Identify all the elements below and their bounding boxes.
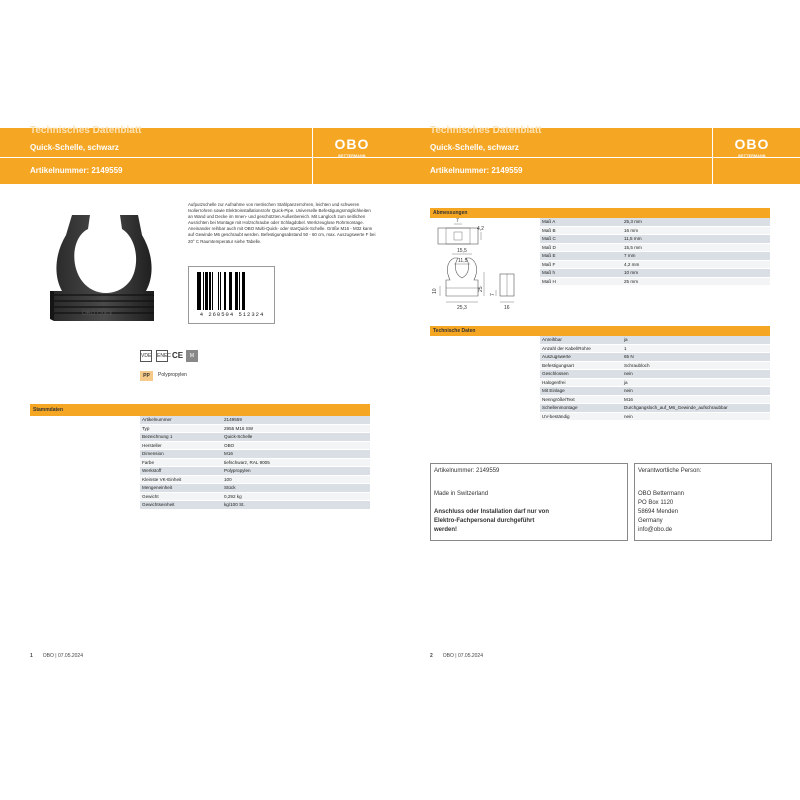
row-value: M16 (622, 395, 770, 404)
warning-line-2: Elektro-Fachpersonal durchgeführt (434, 518, 535, 524)
logo-text: OBO (734, 136, 770, 152)
row-value: nein (622, 387, 770, 396)
material-label: Polypropylen (158, 372, 187, 378)
table-row (140, 475, 370, 484)
table-row (540, 412, 770, 421)
page-footer-2 (430, 653, 483, 659)
article-number: Artikelnummer: 2149559 (430, 166, 523, 175)
stammdaten-table (140, 416, 370, 510)
header-vertical-divider (712, 128, 713, 184)
responsible-title: Verantwortliche Person: (638, 468, 702, 474)
row-value: Polypropylen (222, 467, 370, 476)
logo-text: OBO (334, 136, 370, 152)
table-row (140, 416, 370, 424)
page-footer (30, 653, 83, 659)
row-label: Maß E (540, 252, 622, 261)
barcode (188, 266, 275, 324)
row-value: 65 N (622, 353, 770, 362)
responsible-line-3: 58694 Menden (638, 509, 679, 515)
table-row (140, 433, 370, 442)
table-row (540, 395, 770, 404)
row-label: Mengeneinheit (140, 484, 222, 493)
row-value: 0,292 kg (222, 492, 370, 501)
logo-subtext: BETTERMANN (338, 154, 366, 158)
table-row (540, 361, 770, 370)
product-title: Quick-Schelle, schwarz (30, 143, 119, 152)
row-value: nein (622, 370, 770, 379)
barcode-number: 4 260504 512324 (199, 311, 265, 318)
row-value: 100 (222, 475, 370, 484)
enec-icon: ENEC (156, 350, 168, 362)
m-icon: M (186, 350, 198, 362)
product-image (42, 215, 167, 330)
technische-heading: Technische Daten (430, 326, 770, 336)
logo-subtext: BETTERMANN (738, 154, 766, 158)
row-label: Typ (140, 424, 222, 433)
row-value: OBO (222, 441, 370, 450)
row-value: 4,2 mm (622, 260, 770, 269)
row-label: Maß A (540, 218, 622, 226)
warning-line-3: werden! (434, 527, 458, 533)
row-label: Artikelnummer (140, 416, 222, 424)
page-header (0, 125, 400, 184)
page-number: 1 (30, 653, 33, 659)
table-row (140, 424, 370, 433)
barcode-bars (197, 272, 267, 310)
row-value: Quick-Schelle (222, 433, 370, 442)
table-row (540, 370, 770, 379)
origin-text: Made in Switzerland (434, 491, 489, 497)
row-value: ja (622, 336, 770, 344)
header-vertical-divider (312, 128, 313, 184)
footer-text: OBO | 07.05.2024 (442, 653, 483, 659)
dim-label-h: 25,3 (457, 305, 467, 311)
article-number: Artikelnummer: 2149559 (30, 166, 123, 175)
table-row (540, 353, 770, 362)
table-row (540, 252, 770, 261)
row-label: Kleinste VK-Einheit (140, 475, 222, 484)
row-label: Hersteller (140, 441, 222, 450)
table-row (140, 501, 370, 510)
info-box-article (430, 463, 628, 541)
table-row (540, 226, 770, 235)
doc-title: Technisches Datenblatt (30, 125, 142, 136)
row-label: Dimension (140, 450, 222, 459)
row-label: UV-beständig (540, 412, 622, 421)
table-row (540, 344, 770, 353)
responsible-line-2: PO Box 1120 (638, 500, 674, 506)
row-label: Maß B (540, 226, 622, 235)
table-row (140, 458, 370, 467)
material-badge: PP (140, 371, 153, 381)
table-row (140, 467, 370, 476)
row-label: Anzahl der Kabel/Rohre (540, 344, 622, 353)
row-label: Schellenmontage (540, 404, 622, 413)
row-value: 2955 M16 SW (222, 424, 370, 433)
row-value: 10 mm (622, 269, 770, 278)
row-label: Mit Einlage (540, 387, 622, 396)
product-description: Aufputzschelle zur Aufnahme von metrischen Stahlpanzerrohren, leichten und schweren Isolierrohren sowie Elektroinstallationsrohr Quick-Pipe. Universelle Befestigungsmöglichkeiten an Wand und Decke im Innen- und geschützten Außenbereich. Mit Langloch zum seitlichen Ausrichten bei Montage mit Holzschraube oder Schlagdübel. Werkzeuglose Rohrmontage. Aneinander reihbar auch mit OBO Multi-Quick- oder starQuick-Schelle. Größe M16 - M32 kann auf Gewinde M6 geschraubt werden. Befestigungsabstand 50 - 60 cm, max. Auszugswerte F bei 20° C Raumtemperatur siehe Tabelle. (188, 202, 376, 244)
row-label: Befestigungsart (540, 361, 622, 370)
dim-label-e: 10 (432, 288, 438, 294)
row-value: 16 mm (622, 226, 770, 235)
info-box-responsible (634, 463, 772, 541)
dim-label-b: 4,2 (477, 226, 484, 232)
page-header (400, 125, 800, 184)
table-row (540, 277, 770, 286)
row-label: Halogenfrei (540, 378, 622, 387)
table-row (140, 484, 370, 493)
dim-label-f: 25 (478, 286, 484, 292)
page-number: 2 (430, 653, 433, 659)
svg-text:OBO Quick: OBO Quick (82, 311, 113, 317)
footer-text: OBO | 07.05.2024 (42, 653, 83, 659)
product-title: Quick-Schelle, schwarz (430, 143, 519, 152)
row-label: Nenngröße/Text (540, 395, 622, 404)
doc-title: Technisches Datenblatt (430, 125, 542, 136)
row-value: ja (622, 378, 770, 387)
stammdaten-heading: Stammdaten (30, 404, 370, 416)
abmessungen-table (540, 218, 770, 286)
certification-icons (140, 350, 198, 362)
table-row (540, 378, 770, 387)
table-row (540, 260, 770, 269)
row-label: Maß C (540, 235, 622, 244)
row-value: 1 (622, 344, 770, 353)
table-row (540, 269, 770, 278)
responsible-line-4: Germany (638, 518, 663, 524)
row-value: 2149559 (222, 416, 370, 424)
table-row (540, 336, 770, 344)
warning-line-1: Anschluss oder Installation darf nur von (434, 509, 550, 515)
row-value: Stück (222, 484, 370, 493)
row-label: Maß h (540, 269, 622, 278)
row-value: nein (622, 412, 770, 421)
obo-logo (328, 136, 376, 158)
row-value: 11,5 mm (622, 235, 770, 244)
row-value: kg/100 St. (222, 501, 370, 510)
abmessungen-heading: Abmessungen (430, 208, 770, 218)
box-article-number: Artikelnummer: 2149559 (434, 468, 500, 474)
responsible-email: info@obo.de (638, 527, 673, 533)
row-label: Gewicht (140, 492, 222, 501)
row-value: tiefschwarz, RAL 9005 (222, 458, 370, 467)
dim-label-a: 7 (456, 218, 459, 224)
responsible-line-1: OBO Bettermann (638, 491, 685, 497)
row-value: M16 (222, 450, 370, 459)
row-label: Maß D (540, 243, 622, 252)
technische-table (540, 336, 770, 421)
table-row (540, 387, 770, 396)
table-row (540, 218, 770, 226)
row-value: Schraubloch (622, 361, 770, 370)
row-label: Werkstoff (140, 467, 222, 476)
row-value: 25 mm (622, 277, 770, 286)
table-row (540, 243, 770, 252)
row-value: 15,5 mm (622, 243, 770, 252)
row-value: 25,3 mm (622, 218, 770, 226)
row-label: Bezeichnung 1 (140, 433, 222, 442)
row-label: Gewichtseinheit (140, 501, 222, 510)
row-label: Farbe (140, 458, 222, 467)
dim-label-g: 7 (490, 293, 496, 296)
obo-logo (728, 136, 776, 158)
table-row (140, 492, 370, 501)
row-value: Durchgangsloch_auf_M6_Gewinde_aufschraubbar (622, 404, 770, 413)
dim-label-d: 11,5 (458, 258, 468, 264)
table-row (140, 450, 370, 459)
dimension-drawing (424, 218, 528, 318)
row-label: Anreihbar (540, 336, 622, 344)
row-value: 7 mm (622, 252, 770, 261)
row-label: Geschlossen (540, 370, 622, 379)
dim-label-c: 15,5 (457, 248, 467, 254)
row-label: Maß H (540, 277, 622, 286)
table-row (140, 441, 370, 450)
table-row (540, 235, 770, 244)
row-label: Maß F (540, 260, 622, 269)
table-row (540, 404, 770, 413)
vde-icon: VDE (140, 350, 152, 362)
row-label: Auszugswerte (540, 353, 622, 362)
ce-icon: CE (172, 351, 184, 360)
dim-label-i: 16 (504, 305, 510, 311)
